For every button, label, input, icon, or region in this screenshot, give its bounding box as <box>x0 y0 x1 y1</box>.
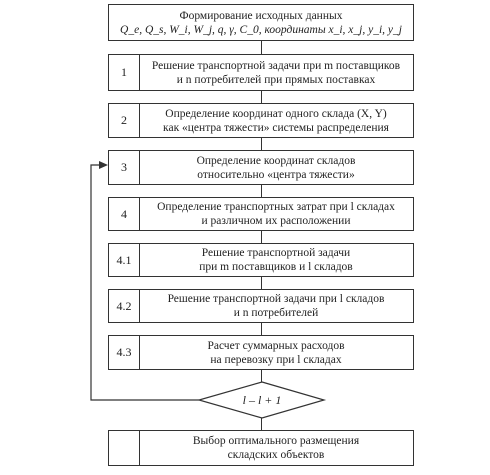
step-number: 4.2 <box>109 290 140 322</box>
step-number: 2 <box>109 104 140 137</box>
box-line: как «центра тяжести» системы распределения <box>163 121 389 134</box>
box-line: Формирование исходных данных <box>179 9 343 22</box>
box-line: на перевозку при l складах <box>210 353 342 366</box>
box-line: складских объектов <box>227 449 325 461</box>
box-line: при m поставщиков и l складов <box>199 261 353 273</box>
box-line: и n потребителей <box>233 307 319 319</box>
step-box <box>108 335 414 370</box>
box-text <box>139 55 413 90</box>
step-box <box>108 54 414 91</box>
box-text <box>109 5 413 40</box>
step-box <box>108 150 414 185</box>
box-line: Определение транспортных затрат при l складах <box>157 201 395 213</box>
step-number: 4.1 <box>109 244 140 276</box>
box-line: Решение транспортной задачи при m поставщиков <box>151 59 401 72</box>
step-box <box>108 103 414 138</box>
box-text <box>139 290 413 322</box>
box-text <box>139 336 413 369</box>
step-box <box>108 289 414 323</box>
box-line: и n потребителей при прямых поставках <box>176 73 376 86</box>
box-text <box>139 198 413 230</box>
box-line: Решение транспортной задачи при l складов <box>167 293 385 305</box>
box-text <box>139 244 413 276</box>
step-box <box>108 243 414 277</box>
box-text <box>139 104 413 137</box>
decision-label: l – l + 1 <box>242 393 282 407</box>
step-box <box>108 197 414 231</box>
box-line: относительно «центра тяжести» <box>197 168 355 181</box>
step-number <box>109 431 140 465</box>
step-number: 4.3 <box>109 336 140 369</box>
box-text <box>139 151 413 184</box>
step-number: 3 <box>109 151 140 184</box>
result-box <box>108 430 414 466</box>
box-line: Определение координат складов <box>196 154 356 167</box>
box-line: Q_e, Q_s, W_i, W_j, q, γ, C_0, координаты x_i, x_j, y_i, y_j <box>120 23 402 36</box>
input-data-box <box>108 4 414 41</box>
box-line: Решение транспортной задачи <box>201 247 351 259</box>
box-line: Расчет суммарных расходов <box>207 339 345 352</box>
box-line: Выбор оптимального размещения <box>192 435 360 447</box>
box-line: и различном их расположении <box>201 215 351 227</box>
box-line: Определение координат одного склада (X, Y) <box>165 107 387 120</box>
box-text <box>139 431 413 465</box>
step-number: 4 <box>109 198 140 230</box>
step-number: 1 <box>109 55 140 90</box>
